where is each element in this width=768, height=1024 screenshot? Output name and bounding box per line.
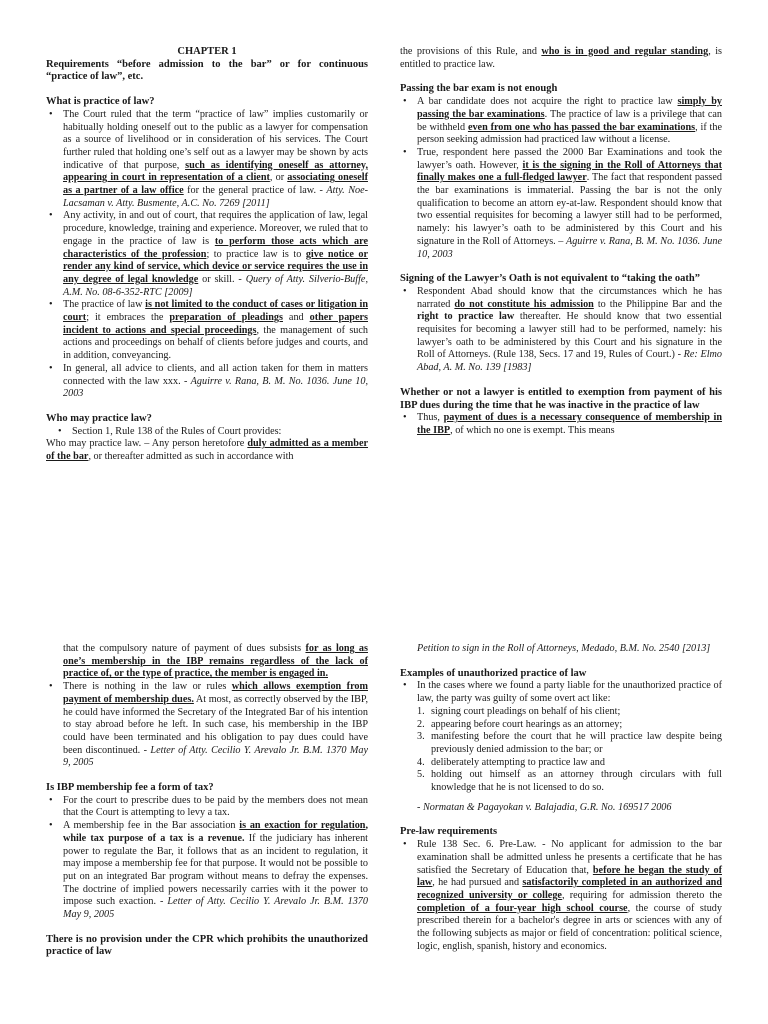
numbered-item: 5. holding out himself as an attorney through circulars with full knowledge that he is not licensed to do so. [417,769,722,794]
bullet-list [400,286,722,375]
paragraph: that the compulsory nature of payment of dues subsists for as long as one’s membership in the IBP remains regardless of the lack of practice of, or the type of practice, the member is engaged in. [63,643,368,680]
section-heading: Who may practice law? [46,412,152,424]
citation: Letter of Atty. Cecilio Y. Arevalo Jr. B.M. 1370 May 9, 2005 [63,896,368,921]
numbered-item: 2. appearing before court hearings as an attorney; [417,718,623,730]
citation: Aguirre v. Rana, B. M. No. 1036. June 10, 2003 [63,375,368,400]
bullet-list [400,96,722,261]
chapter-title: CHAPTER 1 [177,46,237,57]
page2-left-column [46,643,368,959]
bullet-list [46,795,368,922]
section-heading: Examples of unauthorized practice of law [400,667,587,679]
section-heading: Pre-law requirements [400,826,498,838]
bullet-item: • In general, all advice to clients, and all action taken for them in matters connected with the law xxx. - Aguirre v. Rana, B. M. No. 1036. June 10, 2003 [46,363,368,401]
bullet-list [46,426,368,439]
bullet-item: • Any activity, in and out of court, that requires the application of law, legal procedure, knowledge, training and experience. Moreover, we ruled that to engage in the practice of law is to perform those acts which are characteristics of the profession; to practice law is to give notice or render any kind of service, which device or service requires the use in any degree of legal knowledge or skill. - Query of Atty. Silverio-Buffe, A.M. No. 08-6-352-RTC [2009] [46,210,368,299]
bullet-item: • Section 1, Rule 138 of the Rules of Court provides: [46,426,368,439]
paragraph: Who may practice law. – Any person heretofore duly admitted as a member of the bar, or thereafter admitted as such in accordance with [46,438,368,463]
bullet-item: • Thus, payment of dues is a necessary consequence of membership in the IBP, of which no one is exempt. This means [400,412,722,437]
section-heading: There is no provision under the CPR which prohibits the unauthorized practice of law [46,933,368,958]
chapter-subtitle: Requirements “before admission to the bar” or for continuous “practice of law”, etc. [46,58,368,83]
bullet-item: • The Court ruled that the term “practice of law” implies customarily or habitually holding oneself out to the public as a lawyer for compensation as a source of livelihood or in consideration of his services. The Court further ruled that holding one’s self out as a lawyer may be shown by acts indicative of that purpose, such as identifying oneself as attorney, appearing in court in representation of a client, or associating oneself as a partner of a law office for the general practice of law. - Atty. Noe-Lacsaman v. Atty. Busmente, A.C. No. 7269 [2011] [46,109,368,211]
bullet-list [46,109,368,401]
section-heading: Passing the bar exam is not enough [400,83,558,95]
numbered-item: 4. deliberately attempting to practice law and [417,756,605,768]
bullet-list [400,839,722,953]
citation: Aguirre v. Rana, B. M. No. 1036. June 10, 2003 [417,235,722,260]
bullet-list [400,680,722,705]
bullet-item: • A bar candidate does not acquire the right to practice law simply by passing the bar examinations. The practice of law is a privilege that can be withheld even from one who has passed the bar examinations, if the person seeking admission had practiced law without a license. [400,96,722,147]
numbered-item: 1. signing court pleadings on behalf of his client; [417,705,621,717]
page2-right-column [400,643,722,953]
citation: Letter of Atty. Cecilio Y. Arevalo Jr. B.M. 1370 May 9, 2005 [63,744,368,769]
bullet-list [400,412,722,437]
bullet-item: • A membership fee in the Bar association is an exaction for regulation, while tax purpose of a tax is a revenue. If the judiciary has inherent power to regulate the Bar, it follows that as an incident to regulation, it may impose a membership fee for that purpose. It would not be possible to put on an integrated Bar program without means to defray the expenses. The doctrine of implied powers necessarily carries with it the power to impose such exaction. - Letter of Atty. Cecilio Y. Arevalo Jr. B.M. 1370 May 9, 2005 [46,820,368,922]
citation: Petition to sign in the Roll of Attorneys, Medado, B.M. No. 2540 [2013] [417,643,711,654]
section-heading: What is practice of law? [46,96,155,108]
citation: - Normatan & Pagayokan v. Balajadia, G.R. No. 169517 2006 [417,801,672,813]
section-heading: Whether or not a lawyer is entitled to exemption from payment of his IBP dues during the time that he was inactive in the practice of law [400,386,722,411]
section-heading: Is IBP membership fee a form of tax? [46,782,214,794]
citation: Atty. Noe-Lacsaman v. Atty. Busmente, A.C. No. 7269 [2011] [63,185,368,209]
paragraph: the provisions of this Rule, and who is in good and regular standing, is entitled to practice law. [400,46,722,70]
bullet-item: • There is nothing in the law or rules which allows exemption from payment of membership dues. At most, as correctly observed by the IBP, he could have informed the Secretary of the Integrated Bar of his intention to stay abroad before he left. In such case, his membership in the IBP could have been terminated and his obligation to pay dues could have been discontinued. - Letter of Atty. Cecilio Y. Arevalo Jr. B.M. 1370 May 9, 2005 [46,681,368,770]
document-page-2 [0,512,768,1024]
section-heading: Signing of the Lawyer’s Oath is not equivalent to “taking the oath” [400,273,700,285]
page1-left-column [46,46,368,464]
bullet-item: • The practice of law is not limited to the conduct of cases or litigation in court; it embraces the preparation of pleadings and other papers incident to actions and special proceedings, the management of such actions and proceedings on behalf of clients before judges and courts, and in addition, conveyancing. [46,299,368,363]
numbered-list [400,706,722,795]
bullet-item: • Respondent Abad should know that the circumstances which he has narrated do not constitute his admission to the Philippine Bar and the right to practice law thereafter. He should know that two essential requisites for becoming a lawyer still had to be performed, namely: his lawyer’s oath to be administered by this Court and his signature in the Roll of Attorneys. (Rule 138, Secs. 17 and 19, Rules of Court.) - Re: Elmo Abad, A. M. No. 139 [1983] [400,286,722,375]
bullet-item: • In the cases where we found a party liable for the unauthorized practice of law, the party was guilty of some overt act like: [400,680,722,705]
numbered-item: 3. manifesting before the court that he will practice law despite being previously denied admission to the bar; or [417,731,722,755]
bullet-item: • Rule 138 Sec. 6. Pre-Law. - No applicant for admission to the bar examination shall be admitted unless he presents a certificate that he has satisfied the Secretary of Education that, before he began the study of law, he had pursued and satisfactorily completed in an authorized and recognized university or college, requiring for admission thereto the completion of a four-year high school course, the course of study prescribed therein for a bachelor's degree in arts or sciences with any of the following subjects as major or field of concentration: political science, logic, english, spanish, history and economics. [400,839,722,953]
bullet-item: • True, respondent here passed the 2000 Bar Examinations and took the lawyer’s oath. However, it is the signing in the Roll of Attorneys that finally makes one a full-fledged lawyer. The fact that respondent passed the bar examinations is immaterial. Passing the bar is not the only qualification to become an attorn ey-at-law. Respondent should know that two essential requisites for becoming a lawyer still had to be performed, namely: his lawyer’s oath to be administered by this Court and his signature in the Roll of Attorneys. – Aguirre v. Rana, B. M. No. 1036. June 10, 2003 [400,147,722,261]
citation: Query of Atty. Silverio-Buffe, A.M. No. 08-6-352-RTC [2009] [63,273,368,298]
bullet-item: • For the court to prescribe dues to be paid by the members does not mean that the Court is attempting to levy a tax. [46,795,368,820]
citation: Re: Elmo Abad, A. M. No. 139 [1983] [417,349,722,374]
page1-right-column [400,46,722,438]
bullet-list [46,681,368,770]
